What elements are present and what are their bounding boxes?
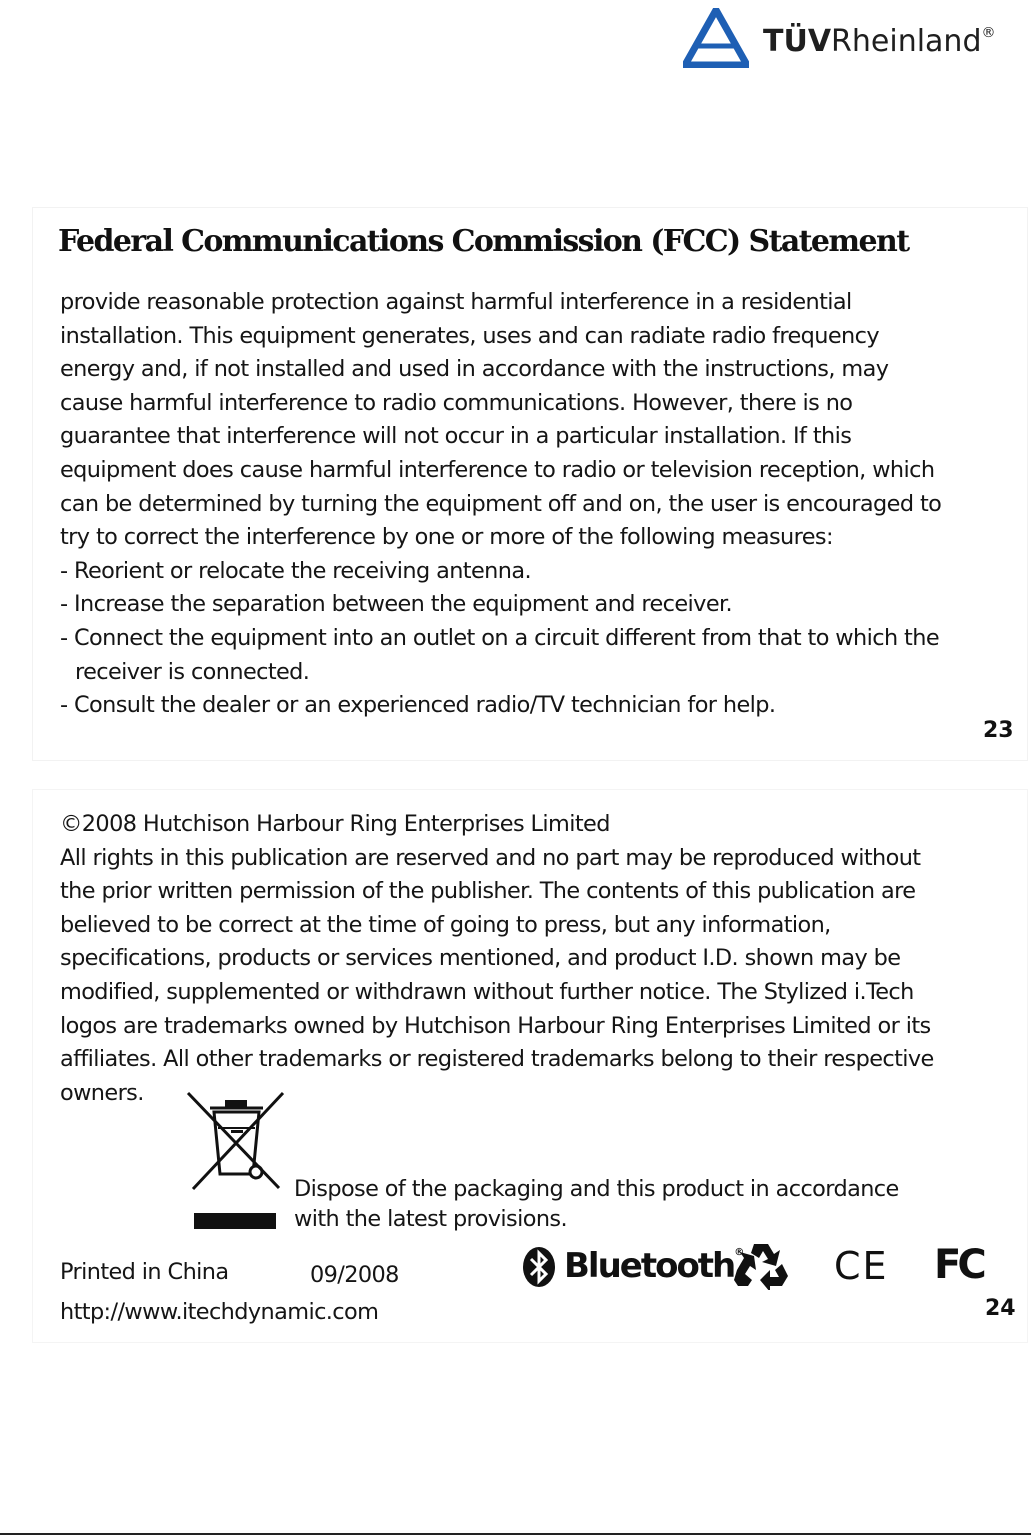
- ce-conformity-mark: CE: [834, 1244, 889, 1288]
- disposal-line: Dispose of the packaging and this product in accordance: [294, 1176, 899, 1202]
- fcc-line: cause harmful interference to radio communications. However, there is no: [60, 389, 853, 416]
- tuv-triangle-icon: [683, 8, 749, 68]
- scan-bottom-edge-line: [0, 1533, 1031, 1535]
- copyright-line: affiliates. All other trademarks or registered trademarks belong to their respective: [60, 1046, 934, 1073]
- fcc-measure-item: - Consult the dealer or an experienced radio/TV technician for help.: [60, 692, 776, 719]
- copyright-line: believed to be correct at the time of going to press, but any information,: [60, 911, 831, 938]
- fcc-measure-item: - Increase the separation between the equipment and receiver.: [60, 591, 733, 618]
- brand-regular: Rheinland: [831, 24, 982, 59]
- printed-in-label: Printed in China: [60, 1259, 229, 1285]
- fcc-heading: Federal Communications Commission (FCC) Statement: [58, 224, 909, 259]
- fcc-measure-item: - Reorient or relocate the receiving antenna.: [60, 557, 531, 584]
- fcc-line: equipment does cause harmful interference to radio or television reception, which: [60, 456, 935, 483]
- fcc-line: can be determined by turning the equipment off and on, the user is encouraged to: [60, 490, 942, 517]
- bluetooth-word: Bluetooth: [564, 1246, 735, 1286]
- brand-bold: TÜV: [763, 24, 832, 59]
- fcc-measure-item: - Connect the equipment into an outlet on a circuit different from that to which the: [60, 624, 939, 651]
- page-number-23: 23: [983, 718, 1014, 743]
- disposal-line: with the latest provisions.: [294, 1206, 567, 1232]
- fcc-line: try to correct the interference by one or more of the following measures:: [60, 524, 833, 551]
- tuv-brand-text: [763, 26, 996, 57]
- fcc-measure-item-continued: receiver is connected.: [75, 658, 310, 685]
- copyright-line: owners.: [60, 1079, 144, 1106]
- crossed-out-wheelie-bin-icon: [185, 1090, 287, 1194]
- tuv-rheinland-logo: [683, 8, 1028, 70]
- fcc-line: installation. This equipment generates, uses and can radiate radio frequency: [60, 322, 879, 349]
- copyright-line: All rights in this publication are reserved and no part may be reproduced without: [60, 844, 921, 871]
- disposal-notice: [294, 1174, 899, 1234]
- weee-underline-bar: [194, 1213, 276, 1229]
- website-url: http://www.itechdynamic.com: [60, 1299, 379, 1325]
- copyright-line: specifications, products or services mentioned, and product I.D. shown may be: [60, 945, 901, 972]
- recycle-arrows-icon: [732, 1240, 790, 1290]
- copyright-line: the prior written permission of the publisher. The contents of this publication are: [60, 878, 916, 905]
- bluetooth-rune-icon: [522, 1246, 556, 1288]
- bluetooth-registered-mark: ®: [734, 1247, 743, 1258]
- copyright-title: ©2008 Hutchison Harbour Ring Enterprises Limited: [60, 811, 610, 837]
- fcc-line: provide reasonable protection against harmful interference in a residential: [60, 289, 852, 315]
- brand-registered-mark: ®: [981, 25, 996, 41]
- copyright-notice: [60, 808, 934, 1110]
- fcc-line: energy and, if not installed and used in accordance with the instructions, may: [60, 356, 889, 383]
- copyright-line: logos are trademarks owned by Hutchison Harbour Ring Enterprises Limited or its: [60, 1012, 931, 1039]
- copyright-line: modified, supplemented or withdrawn without further notice. The Stylized i.Tech: [60, 978, 914, 1005]
- print-date: 09/2008: [310, 1262, 399, 1288]
- fcc-statement-body: [60, 286, 941, 723]
- fcc-line: guarantee that interference will not occur in a particular installation. If this: [60, 423, 852, 450]
- page-number-24: 24: [985, 1296, 1016, 1321]
- bluetooth-wordmark: [564, 1246, 742, 1286]
- fcc-compliance-mark: FC: [934, 1242, 983, 1288]
